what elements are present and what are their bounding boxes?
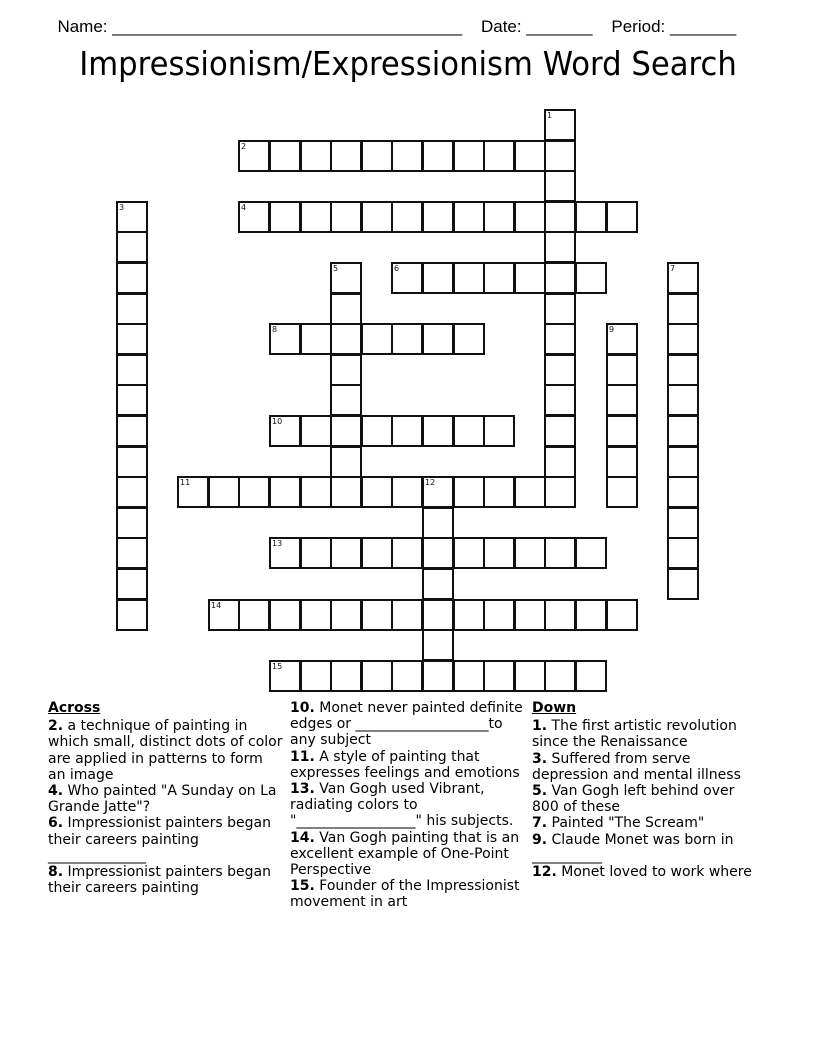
crossword-cell[interactable] [391, 323, 423, 355]
cell-number: 2 [241, 142, 247, 151]
crossword-cell[interactable] [300, 323, 332, 355]
clue-across-14: 14. Van Gogh painting that is an excellent example of One-Point Perspective [290, 829, 520, 879]
crossword-cell[interactable] [300, 201, 332, 233]
crossword-cell[interactable] [361, 660, 393, 692]
crossword-cell[interactable] [544, 109, 576, 141]
clue-across-11: 11. A style of painting that expresses feelings and emotions [290, 748, 520, 781]
crossword-cell[interactable] [667, 415, 699, 447]
crossword-cell[interactable] [391, 201, 423, 233]
crossword-cell[interactable] [116, 568, 148, 600]
crossword-cell[interactable] [483, 140, 515, 172]
crossword-cell[interactable] [575, 201, 607, 233]
crossword-cell[interactable] [422, 507, 454, 539]
crossword-cell[interactable] [544, 599, 576, 631]
crossword-cell[interactable] [453, 201, 485, 233]
crossword-cell[interactable] [330, 599, 362, 631]
crossword-cell[interactable] [361, 599, 393, 631]
crossword-cell[interactable] [330, 323, 362, 355]
crossword-cell[interactable] [361, 415, 393, 447]
clue-down-12: 12. Monet loved to work where [532, 864, 752, 881]
crossword-cell[interactable] [116, 323, 148, 355]
crossword-cell[interactable] [300, 476, 332, 508]
cell-number: 10 [272, 417, 283, 426]
crossword-cell[interactable] [606, 354, 638, 386]
across-clues-column [48, 700, 283, 896]
clue-across-15: 15. Founder of the Impressionist movement in art [290, 878, 520, 911]
crossword-cell[interactable] [116, 599, 148, 631]
clue-down-9: 9. Claude Monet was born in __________ [532, 831, 734, 864]
crossword-cell[interactable] [391, 262, 423, 294]
crossword-cell[interactable] [361, 323, 393, 355]
cell-number: 3 [119, 203, 125, 212]
crossword-cell[interactable] [330, 476, 362, 508]
crossword-cell[interactable] [116, 415, 148, 447]
crossword-cell[interactable] [116, 446, 148, 478]
crossword-cell[interactable] [483, 262, 515, 294]
crossword-cell[interactable] [391, 537, 423, 569]
crossword-cell[interactable] [361, 140, 393, 172]
crossword-cell[interactable] [300, 415, 332, 447]
down-clues-column [532, 700, 762, 880]
crossword-cell[interactable] [422, 201, 454, 233]
crossword-cell[interactable] [606, 415, 638, 447]
crossword-cell[interactable] [667, 446, 699, 478]
crossword-cell[interactable] [606, 384, 638, 416]
crossword-cell[interactable] [300, 537, 332, 569]
crossword-cell[interactable] [606, 446, 638, 478]
crossword-cell[interactable] [667, 323, 699, 355]
crossword-cell[interactable] [330, 262, 362, 294]
crossword-cell[interactable] [116, 476, 148, 508]
crossword-cell[interactable] [422, 629, 454, 661]
crossword-cell[interactable] [606, 599, 638, 631]
crossword-cell[interactable] [269, 201, 301, 233]
clue-down-7: 7. Painted "The Scream" [532, 815, 705, 832]
crossword-cell[interactable] [544, 446, 576, 478]
crossword-cell[interactable] [453, 599, 485, 631]
crossword-cell[interactable] [269, 323, 301, 355]
page-title: Impressionism/Expressionism Word Search [79, 44, 737, 83]
crossword-cell[interactable] [514, 201, 546, 233]
crossword-cell[interactable] [330, 201, 362, 233]
crossword-cell[interactable] [575, 599, 607, 631]
crossword-cell[interactable] [667, 354, 699, 386]
cell-number: 4 [241, 203, 247, 212]
crossword-cell[interactable] [453, 323, 485, 355]
crossword-cell[interactable] [667, 507, 699, 539]
crossword-cell[interactable] [453, 415, 485, 447]
crossword-cell[interactable] [483, 660, 515, 692]
crossword-cell[interactable] [330, 537, 362, 569]
crossword-cell[interactable] [575, 537, 607, 569]
crossword-cell[interactable] [667, 384, 699, 416]
crossword-cell[interactable] [391, 476, 423, 508]
clue-down-3: 3. Suffered from serve depression and mental illness [532, 750, 741, 783]
across-heading: Across [48, 700, 101, 716]
crossword-cell[interactable] [544, 354, 576, 386]
crossword-cell[interactable] [544, 140, 576, 172]
crossword-cell[interactable] [269, 140, 301, 172]
crossword-cell[interactable] [606, 476, 638, 508]
crossword-cell[interactable] [514, 599, 546, 631]
crossword-cell[interactable] [422, 660, 454, 692]
crossword-cell[interactable] [238, 599, 270, 631]
crossword-cell[interactable] [116, 507, 148, 539]
crossword-cell[interactable] [361, 476, 393, 508]
crossword-cell[interactable] [330, 354, 362, 386]
cell-number: 8 [272, 325, 278, 334]
cell-number: 9 [609, 325, 615, 334]
crossword-cell[interactable] [208, 599, 240, 631]
crossword-cell[interactable] [453, 140, 485, 172]
crossword-cell[interactable] [391, 140, 423, 172]
crossword-cell[interactable] [116, 384, 148, 416]
crossword-cell[interactable] [483, 415, 515, 447]
crossword-cell[interactable] [300, 140, 332, 172]
cell-number: 1 [547, 111, 553, 120]
crossword-cell[interactable] [453, 660, 485, 692]
crossword-cell[interactable] [300, 660, 332, 692]
crossword-cell[interactable] [116, 201, 148, 233]
crossword-cell[interactable] [544, 293, 576, 325]
crossword-cell[interactable] [483, 476, 515, 508]
clue-across-6: 6. Impressionist painters began their careers painting ______________ [48, 815, 271, 864]
crossword-cell[interactable] [453, 476, 485, 508]
crossword-cell[interactable] [544, 384, 576, 416]
crossword-cell[interactable] [269, 599, 301, 631]
crossword-cell[interactable] [300, 599, 332, 631]
crossword-cell[interactable] [269, 660, 301, 692]
clue-across-4: 4. Who painted "A Sunday on La Grande Jatte"? [48, 783, 277, 816]
crossword-cell[interactable] [116, 537, 148, 569]
crossword-cell[interactable] [667, 293, 699, 325]
clue-across-10: 10. Monet never painted definite edges or ___________________to any subject [290, 700, 523, 749]
cell-number: 12 [425, 478, 436, 487]
crossword-cell[interactable] [667, 537, 699, 569]
crossword-cell[interactable] [483, 599, 515, 631]
crossword-cell[interactable] [391, 660, 423, 692]
crossword-cell[interactable] [483, 201, 515, 233]
crossword-cell[interactable] [544, 262, 576, 294]
crossword-cell[interactable] [514, 660, 546, 692]
crossword-cell[interactable] [514, 537, 546, 569]
crossword-cell[interactable] [483, 537, 515, 569]
crossword-cell[interactable] [238, 201, 270, 233]
crossword-cell[interactable] [667, 476, 699, 508]
crossword-cell[interactable] [544, 660, 576, 692]
crossword-cell[interactable] [453, 537, 485, 569]
crossword-cell[interactable] [606, 323, 638, 355]
clue-across-8: 8. Impressionist painters began their careers painting [48, 864, 271, 897]
clue-down-1: 1. The first artistic revolution since the Renaissance [532, 718, 737, 751]
crossword-cell[interactable] [330, 660, 362, 692]
crossword-cell[interactable] [544, 415, 576, 447]
clue-down-5: 5. Van Gogh left behind over 800 of these [532, 783, 735, 816]
crossword-cell[interactable] [116, 354, 148, 386]
cell-number: 15 [272, 662, 283, 671]
crossword-cell[interactable] [238, 476, 270, 508]
crossword-cell[interactable] [116, 262, 148, 294]
crossword-cell[interactable] [422, 140, 454, 172]
crossword-cell[interactable] [391, 415, 423, 447]
crossword-cell[interactable] [269, 537, 301, 569]
crossword-cell[interactable] [422, 537, 454, 569]
crossword-cell[interactable] [544, 201, 576, 233]
crossword-cell[interactable] [330, 140, 362, 172]
crossword-cell[interactable] [391, 599, 423, 631]
crossword-cell[interactable] [330, 446, 362, 478]
crossword-cell[interactable] [330, 415, 362, 447]
crossword-cell[interactable] [544, 170, 576, 202]
crossword-cell[interactable] [269, 415, 301, 447]
crossword-cell[interactable] [575, 660, 607, 692]
cell-number: 11 [180, 478, 191, 487]
crossword-cell[interactable] [667, 568, 699, 600]
crossword-cell[interactable] [453, 262, 485, 294]
crossword-cell[interactable] [514, 476, 546, 508]
crossword-cell[interactable] [361, 201, 393, 233]
down-heading: Down [532, 700, 577, 716]
crossword-cell[interactable] [330, 293, 362, 325]
across-clues-column-continued [290, 700, 530, 911]
crossword-cell[interactable] [208, 476, 240, 508]
crossword-cell[interactable] [544, 323, 576, 355]
crossword-cell[interactable] [422, 599, 454, 631]
crossword-cell[interactable] [422, 323, 454, 355]
crossword-cell[interactable] [422, 476, 454, 508]
name-date-period-fields: Name: _____________________________________ Date: _______ Period: _______ [57, 17, 737, 36]
cell-number: 14 [211, 601, 222, 610]
crossword-cell[interactable] [544, 537, 576, 569]
crossword-cell[interactable] [544, 476, 576, 508]
crossword-cell[interactable] [544, 231, 576, 263]
crossword-cell[interactable] [514, 140, 546, 172]
clue-across-2: 2. a technique of painting in which small, distinct dots of color are applied in patterns to form an image [48, 718, 283, 783]
cell-number: 13 [272, 539, 283, 548]
crossword-cell[interactable] [238, 140, 270, 172]
crossword-cell[interactable] [269, 476, 301, 508]
cell-number: 6 [394, 264, 400, 273]
crossword-cell[interactable] [422, 262, 454, 294]
crossword-cell[interactable] [514, 262, 546, 294]
crossword-cell[interactable] [606, 201, 638, 233]
cell-number: 5 [333, 264, 339, 273]
crossword-cell[interactable] [422, 568, 454, 600]
crossword-cell[interactable] [667, 262, 699, 294]
crossword-cell[interactable] [177, 476, 209, 508]
cell-number: 7 [670, 264, 676, 273]
clue-across-13: 13. Van Gogh used Vibrant, radiating colors to "_________________" his subjects. [290, 781, 514, 830]
crossword-cell[interactable] [361, 537, 393, 569]
crossword-cell[interactable] [422, 415, 454, 447]
crossword-cell[interactable] [116, 293, 148, 325]
crossword-cell[interactable] [330, 384, 362, 416]
crossword-cell[interactable] [116, 231, 148, 263]
crossword-cell[interactable] [575, 262, 607, 294]
